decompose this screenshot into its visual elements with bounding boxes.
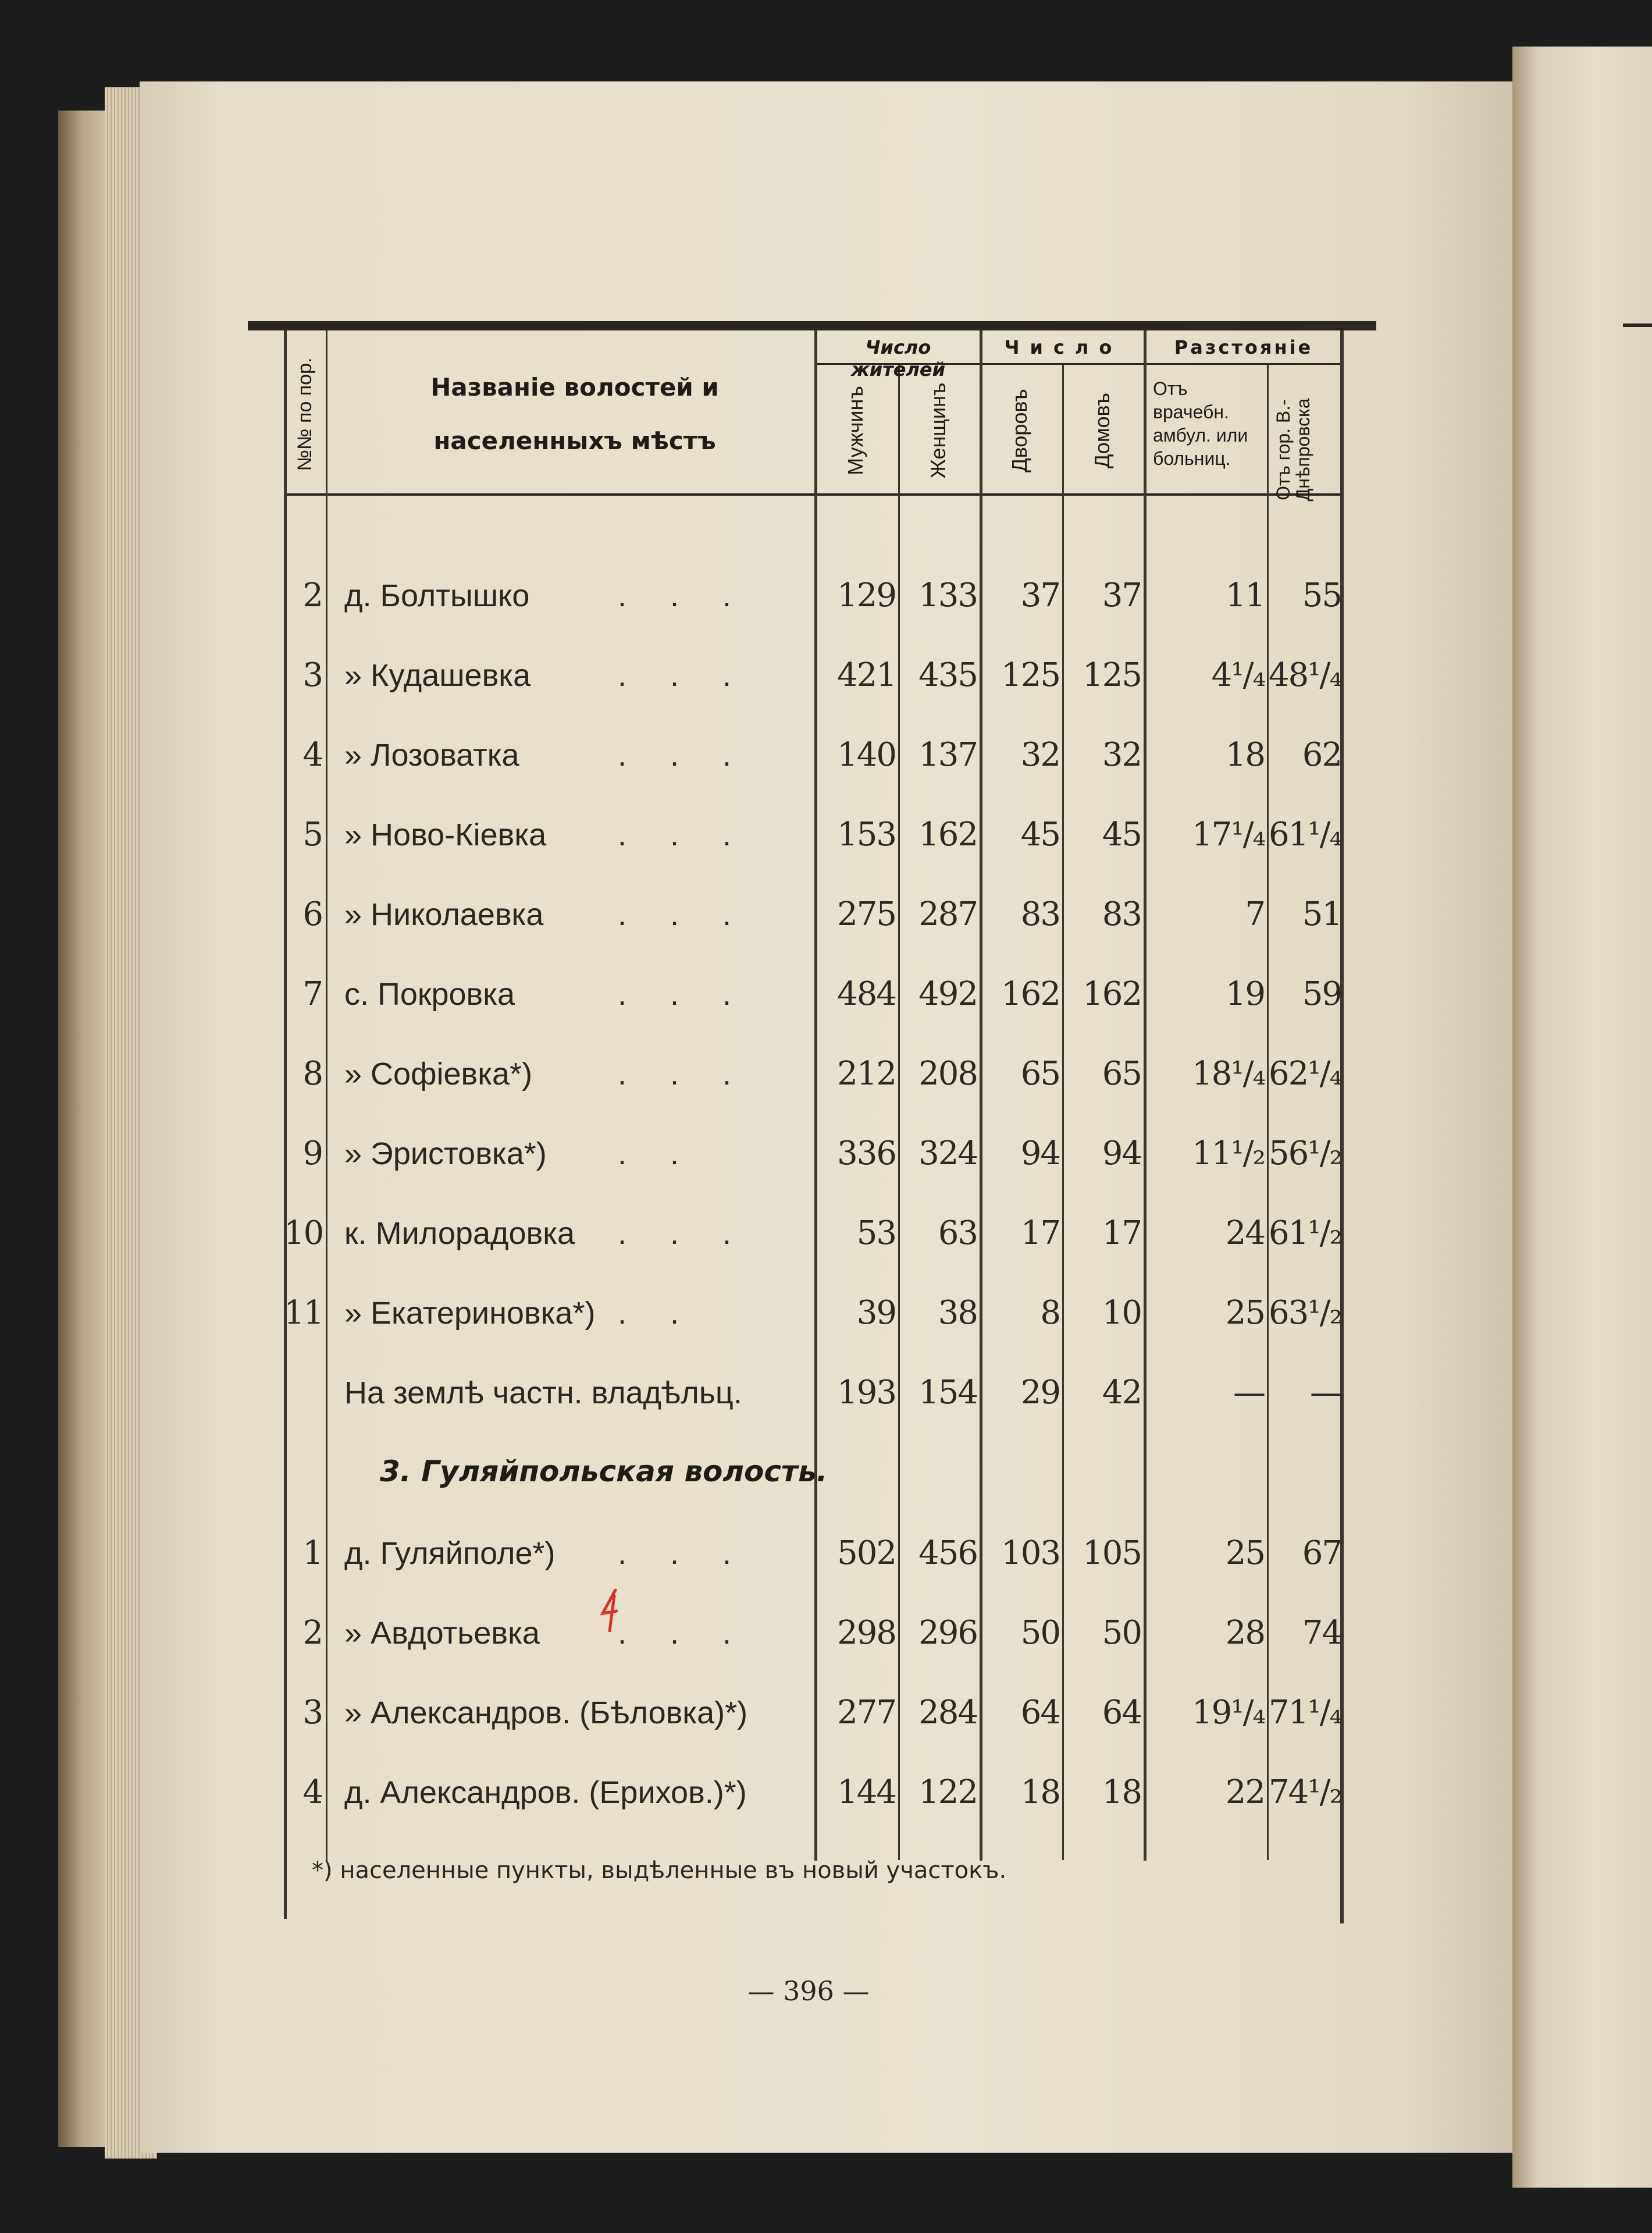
row-number: 4: [302, 1773, 322, 1811]
cell-men: 277: [837, 1694, 896, 1731]
cell-houses: 37: [1102, 577, 1141, 614]
cell-yards: 94: [1020, 1135, 1060, 1172]
cell-houses: 125: [1083, 656, 1141, 694]
cell-yards: 65: [1020, 1055, 1060, 1093]
cell-dist-city: —: [1310, 1374, 1341, 1411]
settlement-name: » Ново-Кіевка: [344, 817, 547, 852]
cell-dist-city: 55: [1302, 577, 1341, 614]
table-row: [284, 575, 1344, 616]
cell-women: 435: [918, 656, 977, 694]
cell-women: 324: [918, 1135, 977, 1172]
cell-dist-clinic: 25: [1225, 1294, 1265, 1332]
cell-men: 193: [837, 1374, 896, 1411]
cell-dist-city: 62¹/₄: [1268, 1055, 1341, 1093]
next-page-edge: [1512, 47, 1652, 2188]
cell-women: 296: [918, 1614, 977, 1652]
settlement-name: д. Болтышко: [344, 578, 530, 613]
cell-men: 129: [837, 577, 896, 614]
red-pencil-mark: [599, 1588, 622, 1632]
leader-dots: . . .: [618, 1057, 732, 1091]
cell-yards: 45: [1020, 816, 1060, 854]
cell-dist-city: 71¹/₄: [1268, 1694, 1341, 1731]
table-row: [284, 1772, 1344, 1813]
cell-dist-clinic: 28: [1225, 1614, 1265, 1652]
cell-women: 492: [918, 975, 977, 1013]
settlement-table: [284, 321, 1344, 1923]
cell-women: 154: [918, 1374, 977, 1411]
cell-houses: 105: [1083, 1534, 1141, 1572]
header-bottom-rule: [284, 493, 1344, 496]
cell-dist-city: 74: [1302, 1614, 1341, 1652]
row-number: 5: [302, 816, 322, 854]
cell-yards: 103: [1001, 1534, 1060, 1572]
next-page-rule: [1623, 323, 1652, 327]
cell-dist-clinic: 11: [1225, 577, 1265, 614]
cell-dist-city: 56¹/₂: [1268, 1135, 1341, 1172]
row-number: 4: [302, 736, 322, 774]
table-row: [284, 735, 1344, 776]
table-row: [284, 655, 1344, 696]
cell-dist-city: 74¹/₂: [1268, 1773, 1341, 1811]
header-group-inhabitants: Число жителей: [850, 336, 946, 381]
cell-dist-city: 59: [1302, 975, 1341, 1013]
settlement-name: » Авдотьевка: [344, 1616, 540, 1651]
cell-women: 133: [918, 577, 977, 614]
cell-dist-city: 51: [1302, 895, 1341, 933]
cell-dist-city: 48¹/₄: [1268, 656, 1341, 694]
section-title: 3. Гуляйпольская волость.: [380, 1455, 828, 1488]
cell-houses: 17: [1102, 1214, 1141, 1252]
cell-dist-clinic: 4¹/₄: [1211, 656, 1265, 694]
row-number: 3: [302, 1694, 322, 1731]
leader-dots: . . .: [618, 578, 732, 613]
row-number: 1: [302, 1534, 322, 1572]
table-top-rule: [248, 321, 1376, 330]
row-number: 10: [284, 1214, 323, 1252]
cell-men: 502: [837, 1534, 896, 1572]
cell-yards: 17: [1020, 1214, 1060, 1252]
table-row: [284, 1692, 1344, 1733]
cell-women: 38: [938, 1294, 977, 1332]
leader-dots: . . .: [618, 897, 732, 932]
header-col-yards: Дворовъ: [1007, 389, 1031, 472]
row-number: 3: [302, 656, 322, 694]
settlement-name: » Софіевка*): [344, 1057, 533, 1091]
cell-houses: 64: [1102, 1694, 1141, 1731]
cell-dist-clinic: 19¹/₄: [1191, 1694, 1265, 1731]
settlement-name: » Александров. (Бѣловка)*): [344, 1695, 748, 1730]
cell-houses: 162: [1083, 975, 1141, 1013]
header-col-dist-city: Отъ гор. В.-Днѣпровска: [1273, 398, 1313, 502]
leader-dots: . . .: [618, 977, 732, 1012]
cell-yards: 29: [1020, 1374, 1060, 1411]
header-col-no: №№ по пор.: [294, 357, 316, 471]
table-row: [284, 974, 1344, 1015]
row-number: 9: [302, 1135, 322, 1172]
table-left-border: [284, 330, 287, 1919]
row-number: 2: [302, 577, 322, 614]
cell-houses: 50: [1102, 1614, 1141, 1652]
settlement-name: д. Гуляйполе*): [344, 1536, 556, 1571]
row-number: 6: [302, 895, 322, 933]
cell-women: 287: [918, 895, 977, 933]
table-row: [284, 1213, 1344, 1254]
header-col-dist-clinic: Отъ врачебн. амбул. или больниц.: [1153, 378, 1248, 469]
page-number: — 396 —: [747, 1975, 870, 2007]
cell-women: 162: [918, 816, 977, 854]
cell-men: 421: [837, 656, 896, 694]
table-row: [284, 1054, 1344, 1094]
cell-yards: 8: [1040, 1294, 1060, 1332]
cell-dist-city: 61¹/₄: [1268, 816, 1341, 854]
table-right-border: [1340, 330, 1344, 1923]
cell-dist-clinic: 18: [1225, 736, 1265, 774]
cell-men: 39: [856, 1294, 896, 1332]
settlement-name: » Кудашевка: [344, 658, 531, 693]
cell-men: 153: [837, 816, 896, 854]
cell-men: 336: [837, 1135, 896, 1172]
table-row: [284, 815, 1344, 855]
cell-yards: 32: [1020, 736, 1060, 774]
cell-dist-clinic: 19: [1225, 975, 1265, 1013]
cell-yards: 37: [1020, 577, 1060, 614]
table-row: [284, 1533, 1344, 1574]
leader-dots: . .: [618, 1296, 679, 1331]
table-row: [284, 1613, 1344, 1654]
cell-men: 298: [837, 1614, 896, 1652]
cell-dist-clinic: 17¹/₄: [1191, 816, 1265, 854]
cell-houses: 45: [1102, 816, 1141, 854]
cell-dist-clinic: 11¹/₂: [1191, 1135, 1265, 1172]
settlement-name: д. Александров. (Ерихов.)*): [344, 1775, 747, 1810]
cell-dist-clinic: 24: [1225, 1214, 1265, 1252]
cell-dist-clinic: 22: [1225, 1773, 1265, 1811]
header-group-count: Число: [1004, 336, 1123, 358]
table-row: [284, 1372, 1344, 1413]
table-row: [284, 1133, 1344, 1174]
settlement-name: На землѣ частн. владѣльц.: [344, 1375, 742, 1410]
cell-women: 456: [918, 1534, 977, 1572]
cell-houses: 18: [1102, 1773, 1141, 1811]
cell-yards: 18: [1020, 1773, 1060, 1811]
settlement-name: » Николаевка: [344, 897, 544, 932]
leader-dots: . .: [618, 1136, 679, 1171]
cell-men: 275: [837, 895, 896, 933]
leader-dots: . . .: [618, 1616, 732, 1651]
cell-men: 144: [837, 1773, 896, 1811]
settlement-name: » Лозоватка: [344, 738, 519, 773]
cell-houses: 94: [1102, 1135, 1141, 1172]
leader-dots: . . .: [618, 817, 732, 852]
cell-yards: 64: [1020, 1694, 1060, 1731]
cell-women: 63: [938, 1214, 977, 1252]
leader-dots: . . .: [618, 658, 732, 693]
settlement-name: с. Покровка: [344, 977, 515, 1012]
row-number: 2: [302, 1614, 322, 1652]
settlement-name: к. Милорадовка: [344, 1216, 575, 1251]
cell-yards: 125: [1001, 656, 1060, 694]
header-col-men: Мужчинъ: [843, 386, 867, 475]
cell-men: 53: [856, 1214, 896, 1252]
header-col-name: Названіе волостей и населенныхъ мѣстъ: [430, 373, 719, 455]
cell-houses: 10: [1102, 1294, 1141, 1332]
cell-dist-city: 67: [1302, 1534, 1341, 1572]
cell-houses: 83: [1102, 895, 1141, 933]
cell-dist-clinic: —: [1233, 1374, 1265, 1411]
header-col-women: Женщинъ: [926, 382, 950, 479]
cell-women: 208: [918, 1055, 977, 1093]
cell-dist-clinic: 18¹/₄: [1191, 1055, 1265, 1093]
table-row: [284, 894, 1344, 935]
cell-yards: 162: [1001, 975, 1060, 1013]
leader-dots: . . .: [618, 1536, 732, 1571]
leader-dots: . . .: [618, 1216, 732, 1251]
cell-dist-city: 63¹/₂: [1268, 1294, 1341, 1332]
footnote: *) населенные пункты, выдѣленные въ новый участокъ.: [312, 1857, 1007, 1884]
table-row: [284, 1293, 1344, 1334]
cell-houses: 65: [1102, 1055, 1141, 1093]
settlement-name: » Эристовка*): [344, 1136, 547, 1171]
cell-dist-city: 62: [1302, 736, 1341, 774]
cell-women: 284: [918, 1694, 977, 1731]
cell-men: 484: [837, 975, 896, 1013]
leader-dots: . . .: [618, 738, 732, 773]
cell-women: 137: [918, 736, 977, 774]
cell-yards: 50: [1020, 1614, 1060, 1652]
cell-yards: 83: [1020, 895, 1060, 933]
cell-houses: 32: [1102, 736, 1141, 774]
cell-men: 212: [837, 1055, 896, 1093]
settlement-name: » Екатериновка*): [344, 1296, 596, 1331]
row-number: 11: [284, 1294, 323, 1332]
header-col-houses: Домовъ: [1090, 393, 1114, 469]
cell-women: 122: [918, 1773, 977, 1811]
header-group-distance: Разстояніе: [1174, 336, 1313, 358]
row-number: 8: [302, 1055, 322, 1093]
row-number: 7: [302, 975, 322, 1013]
cell-men: 140: [837, 736, 896, 774]
cell-dist-city: 61¹/₂: [1268, 1214, 1341, 1252]
cell-dist-clinic: 25: [1225, 1534, 1265, 1572]
cell-houses: 42: [1102, 1374, 1141, 1411]
cell-dist-clinic: 7: [1245, 895, 1265, 933]
